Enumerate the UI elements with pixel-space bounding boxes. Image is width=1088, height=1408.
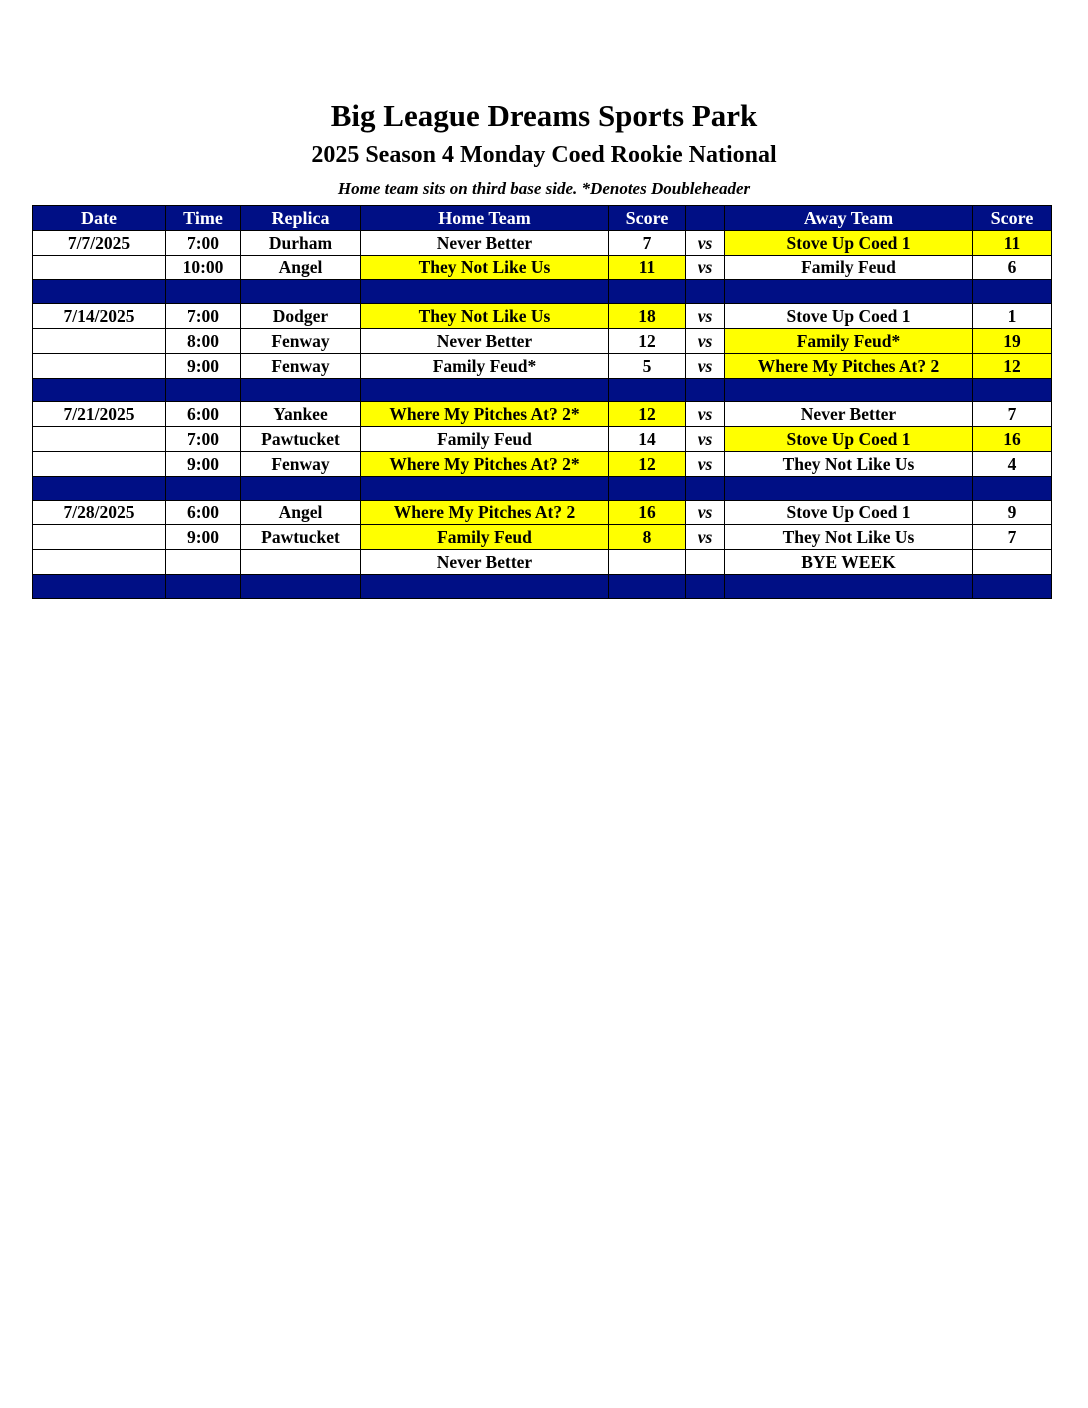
cell-away-score: 9 (973, 500, 1052, 525)
cell-vs: vs (686, 500, 725, 525)
table-row (33, 304, 1052, 329)
cell-home-team: Where My Pitches At? 2* (361, 402, 609, 427)
header-replica: Replica (241, 206, 361, 231)
cell-home-score: 7 (609, 230, 686, 255)
schedule-table (32, 205, 1052, 599)
cell-away-score: 19 (973, 328, 1052, 353)
cell-replica: Fenway (241, 328, 361, 353)
cell-date: 7/7/2025 (33, 230, 166, 255)
cell-vs: vs (686, 304, 725, 329)
cell-date (33, 328, 166, 353)
cell-replica: Yankee (241, 402, 361, 427)
header-home-team: Home Team (361, 206, 609, 231)
cell-home-score: 18 (609, 304, 686, 329)
table-row (33, 328, 1052, 353)
cell-away-team: Family Feud* (725, 328, 973, 353)
header-home-score: Score (609, 206, 686, 231)
schedule-note: Home team sits on third base side. *Denotes Doubleheader (337, 179, 751, 198)
cell-vs: vs (686, 427, 725, 452)
cell-home-team: They Not Like Us (361, 304, 609, 329)
cell-home-score: 5 (609, 353, 686, 378)
cell-away-score: 1 (973, 304, 1052, 329)
cell-vs: vs (686, 328, 725, 353)
cell-home-team: Family Feud (361, 525, 609, 550)
cell-home-score: 12 (609, 451, 686, 476)
cell-replica (241, 550, 361, 575)
cell-away-team: Stove Up Coed 1 (725, 304, 973, 329)
cell-home-team: Never Better (361, 550, 609, 575)
cell-time: 9:00 (166, 353, 241, 378)
table-row (33, 402, 1052, 427)
cell-away-team: Never Better (725, 402, 973, 427)
cell-away-score: 12 (973, 353, 1052, 378)
cell-away-team: They Not Like Us (725, 525, 973, 550)
cell-date (33, 525, 166, 550)
cell-date (33, 353, 166, 378)
cell-away-score: 11 (973, 230, 1052, 255)
cell-time: 7:00 (166, 304, 241, 329)
cell-date: 7/21/2025 (33, 402, 166, 427)
cell-time: 6:00 (166, 500, 241, 525)
cell-away-team: Where My Pitches At? 2 (725, 353, 973, 378)
cell-home-score: 16 (609, 500, 686, 525)
cell-date (33, 427, 166, 452)
table-row (33, 500, 1052, 525)
header-away-team: Away Team (725, 206, 973, 231)
header-time: Time (166, 206, 241, 231)
table-row (33, 255, 1052, 280)
table-row (33, 230, 1052, 255)
week-separator-row (33, 476, 1052, 500)
cell-replica: Durham (241, 230, 361, 255)
page-subtitle: 2025 Season 4 Monday Coed Rookie National (311, 142, 777, 168)
header-date: Date (33, 206, 166, 231)
page-title: Big League Dreams Sports Park (330, 98, 758, 133)
cell-vs: vs (686, 402, 725, 427)
cell-home-team: They Not Like Us (361, 255, 609, 280)
cell-home-score: 14 (609, 427, 686, 452)
cell-vs (686, 550, 725, 575)
table-row (33, 427, 1052, 452)
cell-home-score: 11 (609, 255, 686, 280)
cell-home-team: Where My Pitches At? 2* (361, 451, 609, 476)
cell-replica: Angel (241, 500, 361, 525)
cell-date (33, 550, 166, 575)
week-separator-row (33, 574, 1052, 598)
cell-home-team: Where My Pitches At? 2 (361, 500, 609, 525)
cell-home-team: Never Better (361, 328, 609, 353)
table-row (33, 451, 1052, 476)
cell-away-score: 7 (973, 402, 1052, 427)
cell-away-team: Stove Up Coed 1 (725, 230, 973, 255)
cell-replica: Angel (241, 255, 361, 280)
cell-home-score: 8 (609, 525, 686, 550)
cell-away-score: 6 (973, 255, 1052, 280)
cell-vs: vs (686, 255, 725, 280)
cell-away-score: 7 (973, 525, 1052, 550)
week-separator-row (33, 378, 1052, 402)
table-row (33, 353, 1052, 378)
cell-home-score: 12 (609, 328, 686, 353)
cell-vs: vs (686, 451, 725, 476)
cell-vs: vs (686, 230, 725, 255)
cell-away-team: They Not Like Us (725, 451, 973, 476)
cell-replica: Fenway (241, 353, 361, 378)
cell-away-team: Stove Up Coed 1 (725, 500, 973, 525)
cell-away-score (973, 550, 1052, 575)
week-separator-row (33, 280, 1052, 304)
cell-home-score (609, 550, 686, 575)
cell-time: 9:00 (166, 525, 241, 550)
cell-away-score: 16 (973, 427, 1052, 452)
header-vs (686, 206, 725, 231)
table-header-row (33, 206, 1052, 231)
cell-time: 10:00 (166, 255, 241, 280)
cell-time: 9:00 (166, 451, 241, 476)
cell-away-team: Family Feud (725, 255, 973, 280)
cell-date (33, 255, 166, 280)
cell-replica: Pawtucket (241, 427, 361, 452)
cell-vs: vs (686, 525, 725, 550)
cell-home-team: Never Better (361, 230, 609, 255)
cell-home-team: Family Feud* (361, 353, 609, 378)
cell-time: 8:00 (166, 328, 241, 353)
cell-home-score: 12 (609, 402, 686, 427)
cell-date (33, 451, 166, 476)
cell-time: 6:00 (166, 402, 241, 427)
cell-away-team: BYE WEEK (725, 550, 973, 575)
cell-away-score: 4 (973, 451, 1052, 476)
cell-home-team: Family Feud (361, 427, 609, 452)
table-row (33, 550, 1052, 575)
table-row (33, 525, 1052, 550)
cell-date: 7/14/2025 (33, 304, 166, 329)
cell-date: 7/28/2025 (33, 500, 166, 525)
header-away-score: Score (973, 206, 1052, 231)
cell-replica: Fenway (241, 451, 361, 476)
cell-time: 7:00 (166, 427, 241, 452)
cell-time: 7:00 (166, 230, 241, 255)
cell-replica: Pawtucket (241, 525, 361, 550)
cell-away-team: Stove Up Coed 1 (725, 427, 973, 452)
cell-replica: Dodger (241, 304, 361, 329)
cell-vs: vs (686, 353, 725, 378)
cell-time (166, 550, 241, 575)
